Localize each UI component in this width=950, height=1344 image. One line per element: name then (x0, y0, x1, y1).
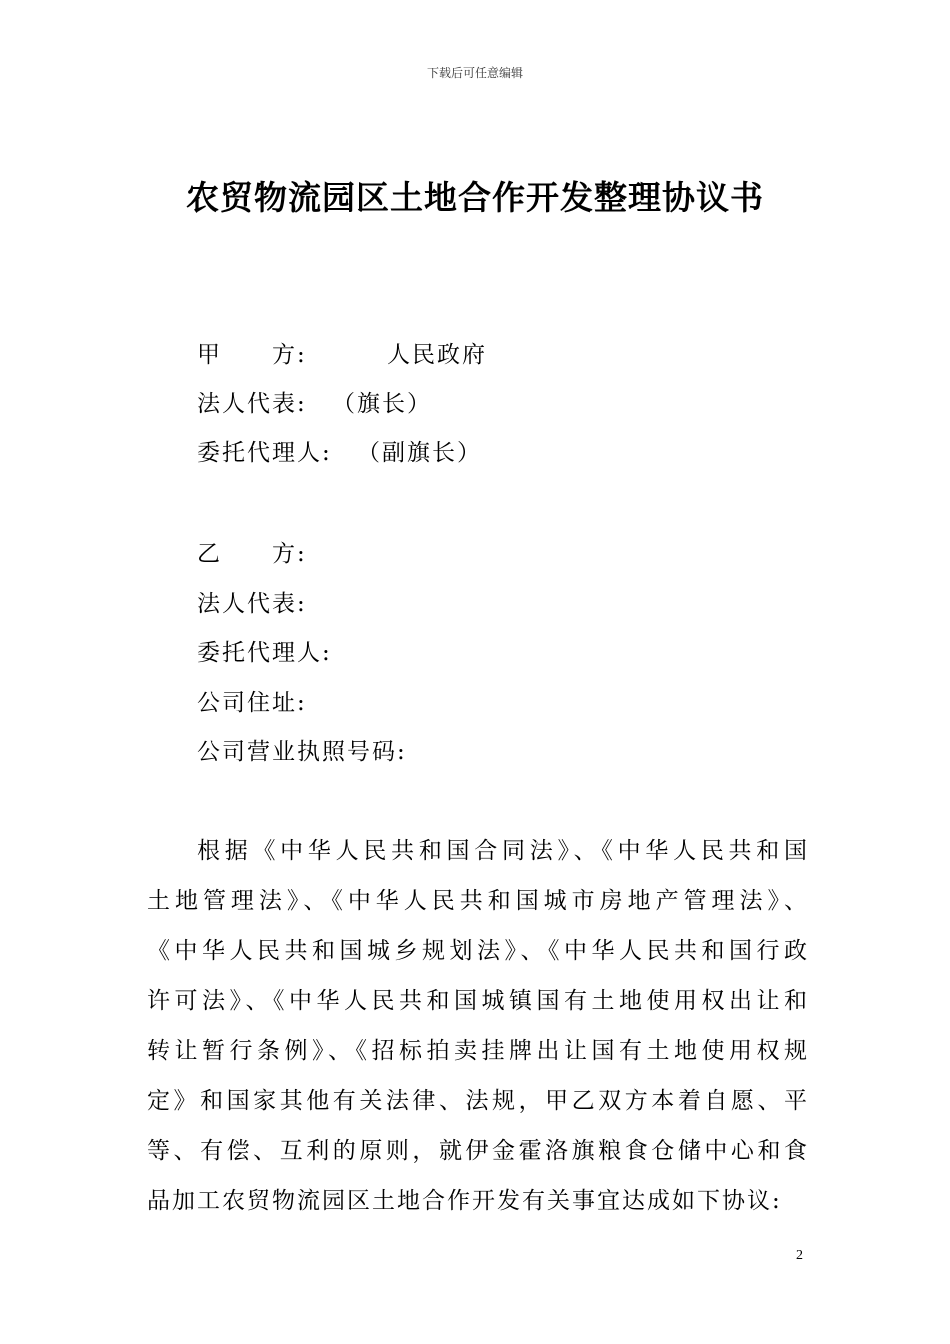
paragraph-line: 品加工农贸物流园区土地合作开发有关事宜达成如下协议: (147, 1188, 782, 1214)
paragraph-line: 定》和国家其他有关法律、法规，甲乙双方本着自愿、平 (147, 1088, 807, 1114)
paragraph-line: 许可法》、《中华人民共和国城镇国有土地使用权出让和 (147, 988, 807, 1014)
paragraph-line: 转让暂行条例》、《招标拍卖挂牌出让国有土地使用权规 (147, 1038, 807, 1064)
party-a-rep-line (197, 385, 432, 418)
party-b-agent-label: 委托代理人: (197, 640, 332, 666)
paragraph-line: 《中华人民共和国城乡规划法》、《中华人民共和国行政 (147, 938, 807, 964)
party-b-label: 乙 方: (197, 541, 307, 567)
party-a-agent-label: 委托代理人: (197, 440, 332, 466)
paragraph-line: 土地管理法》、《中华人民共和国城市房地产管理法》、 (147, 888, 807, 914)
party-a-rep-value: （旗长） (332, 391, 432, 417)
header-note: 下载后可任意编辑 (426, 66, 523, 80)
party-b-rep-label: 法人代表: (197, 591, 307, 617)
paragraph-line: 等、有偿、互利的原则，就伊金霍洛旗粮食仓储中心和食 (147, 1138, 807, 1164)
party-a-rep-label: 法人代表: (197, 391, 307, 417)
document-title: 农贸物流园区土地合作开发整理协议书 (186, 178, 764, 217)
party-b-license-label: 公司营业执照号码: (197, 739, 407, 765)
party-a-label: 甲 方: (197, 342, 307, 368)
page-number: 2 (796, 1248, 803, 1263)
party-a-agent-line (197, 434, 482, 467)
party-a-value: 人民政府 (387, 342, 487, 368)
party-a-line (197, 336, 487, 369)
party-a-agent-value: （副旗长） (357, 440, 482, 466)
party-b-address-label: 公司住址: (197, 690, 307, 716)
paragraph-line: 根据《中华人民共和国合同法》、《中华人民共和国 (197, 838, 807, 864)
